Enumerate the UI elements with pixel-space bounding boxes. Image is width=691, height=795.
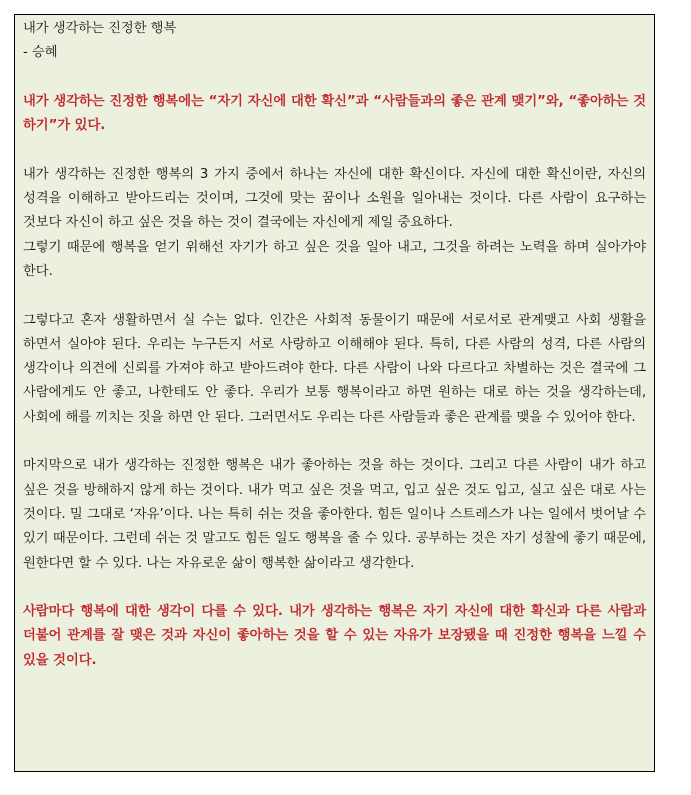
essay-paragraph-freedom: 마지막으로 내가 생각하는 진정한 행복은 내가 좋아하는 것을 하는 것이다. 그리고 다른 사람이 내가 하고 싶은 것을 방해하지 않게 하는 것이다. 내가 먹고 싶은 것을 먹고, 입고 싶은 것도 입고, 실고 싶은 대로 사는 것이다. 밀 그대로 ‘자유’이다. 나는 특히 쉬는 것을 좋아한다. 힘든 일이나 스트레스가 나는 일에서 벗어날 수 있기 때문이다. 그런데 쉬는 것 말고도 힘든 일도 행복을 줄 수 있다. 공부하는 것은 자기 성찰에 좋기 때문에, 원한다면 할 수 있다. 나는 자유로운 삶이 행복한 삶이라고 생각한다. (23, 458, 646, 571)
essay-paragraph-relationships: 그렇다고 혼자 생활하면서 실 수는 없다. 인간은 사회적 동물이기 때문에 서로서로 관계맺고 사회 생활을 하면서 실아야 된다. 우리는 누구든지 서로 사랑하고 이해해야 된다. 특히, 다른 사람의 성격, 다른 사람의 생각이나 의견에 신뢰를 가져야 하고 받아드려야 한다. 다른 사람이 나와 다르다고 차별하는 것은 결국에 그 사람에게도 안 좋고, 나한테도 안 좋다. 우리가 보통 행복이라고 하면 원하는 대로 하는 것을 생각하는데, 사회에 해를 끼치는 짓을 하면 안 된다. 그러면서도 우리는 다른 사람들과 좋은 관계를 맺을 수 있어야 한다. (23, 312, 646, 425)
blank-line (23, 284, 646, 308)
essay-author: - 승혜 (23, 45, 58, 61)
essay-conclusion: 사람마다 행복에 대한 생각이 다를 수 있다. 내가 생각하는 행복은 자기 자신에 대한 확신과 다른 사람과 더불어 관계를 잘 맺은 것과 자신이 좋아하는 것을 할 수 있는 자유가 보장됐을 때 진정한 행복을 느낄 수 있을 것이다. (23, 604, 646, 668)
essay-document (14, 14, 655, 772)
essay-intro: 내가 생각하는 진정한 행복에는 “자기 자신에 대한 확신”과 “사람들과의 좋은 관계 맺기”와, “좋아하는 것 하기”가 있다. (23, 93, 646, 134)
blank-line (23, 138, 646, 162)
essay-title: 내가 생각하는 진정한 행복 (23, 21, 177, 36)
blank-line (23, 66, 646, 90)
blank-line (23, 430, 646, 454)
essay-paragraph-effort: 그렇기 때문에 행복을 얻기 위해선 자기가 하고 싶은 것을 일아 내고, 그것을 하려는 노력을 하며 실아가야 한다. (23, 239, 646, 279)
blank-line (23, 576, 646, 600)
essay-paragraph-self-confidence: 내가 생각하는 진정한 행복의 3 가지 중에서 하나는 자신에 대한 확신이다. 자신에 대한 확신이란, 자신의 성격을 이해하고 받아드리는 것이며, 그것에 맞는 꿈이나 소원을 일아내는 것이다. 다른 사람이 요구하는 것보다 자신이 하고 싶은 것을 하는 것이 결국에는 자신에게 제일 중요하다. (23, 166, 646, 231)
